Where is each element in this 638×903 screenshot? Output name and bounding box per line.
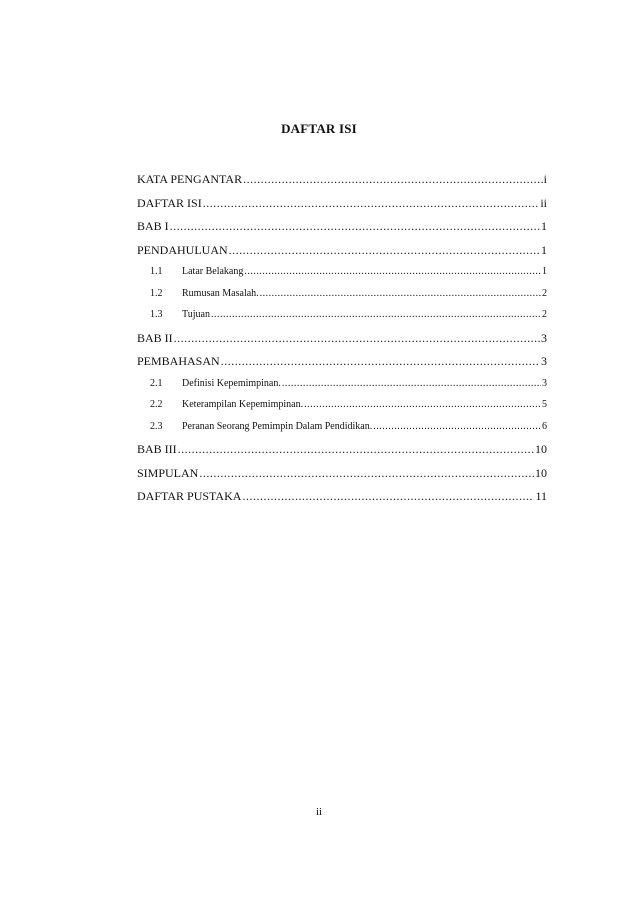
- toc-entry-label: BAB III: [137, 442, 177, 456]
- toc-subentry-1-1: [137, 266, 547, 288]
- toc-dot-leader: [260, 288, 541, 299]
- toc-dot-leader: [229, 243, 540, 258]
- toc-dot-leader: [174, 331, 540, 346]
- toc-entry-page: 11: [535, 489, 547, 503]
- page-title: DAFTAR ISI: [281, 121, 357, 136]
- toc-dot-leader: [243, 172, 543, 187]
- toc-entry-simpulan: [137, 466, 547, 490]
- toc-dot-leader: [244, 266, 541, 277]
- toc-entry-label: BAB I: [137, 219, 169, 233]
- toc-entry-bab-ii: [137, 331, 547, 355]
- toc-dot-leader: [304, 399, 541, 410]
- toc-entry-label: DAFTAR ISI: [137, 195, 202, 210]
- toc-subentry-page: 1: [542, 266, 547, 277]
- toc-entry-page: 10: [535, 465, 547, 480]
- toc-entry-page: ii: [540, 195, 547, 210]
- toc-entry-pendahuluan: [137, 243, 547, 267]
- toc-entry-label: KATA PENGANTAR: [137, 172, 243, 186]
- toc-subentry-number: 2.2: [150, 399, 163, 410]
- toc-entry-label: SIMPULAN: [137, 465, 199, 480]
- toc-dot-leader: [282, 378, 541, 389]
- toc-dot-leader: [211, 309, 541, 320]
- page-number: ii: [315, 806, 323, 818]
- toc-subentry-2-1: [137, 378, 547, 400]
- toc-dot-leader: [199, 466, 534, 481]
- toc-entry-page: 3: [541, 330, 547, 345]
- toc-subentry-page: 2: [542, 309, 547, 320]
- toc-dot-leader: [373, 421, 541, 432]
- toc-dot-leader: [170, 219, 540, 234]
- toc-subentry-page: 3: [542, 377, 547, 389]
- toc-subentry-page: 5: [542, 399, 547, 410]
- toc-entry-label: PEMBAHASAN: [137, 354, 220, 368]
- toc-subentry-page: 6: [542, 420, 547, 432]
- toc-subentry-1-2: [137, 288, 547, 310]
- toc-entry-daftar-pustaka: [137, 489, 547, 513]
- toc-entry-label: BAB II: [137, 330, 173, 345]
- toc-subentry-1-3: [137, 309, 547, 331]
- toc-subentry-label: Keterampilan Kepemimpinan.: [182, 399, 304, 410]
- toc-subentry-label: Tujuan: [182, 309, 210, 320]
- toc-dot-leader: [242, 489, 534, 504]
- toc-subentry-page: 2: [542, 287, 547, 299]
- toc-dot-leader: [221, 354, 540, 369]
- toc-entry-label: DAFTAR PUSTAKA: [137, 489, 242, 503]
- toc-entry-page: 1: [541, 219, 547, 233]
- toc-subentry-number: 1.1: [150, 266, 163, 277]
- toc-entry-page: 1: [541, 242, 547, 257]
- toc-subentry-number: 1.3: [150, 309, 163, 320]
- toc-entry-daftar-isi: [137, 196, 547, 220]
- toc-subentry-label: Latar Belakang: [182, 266, 244, 277]
- toc-entry-kata-pengantar: [137, 172, 547, 196]
- toc-entry-bab-iii: [137, 442, 547, 466]
- toc-subentry-2-3: [137, 421, 547, 443]
- table-of-contents: [137, 172, 547, 513]
- toc-dot-leader: [178, 442, 534, 457]
- toc-entry-page: 10: [535, 442, 547, 456]
- toc-subentry-number: 1.2: [150, 287, 163, 299]
- toc-entry-page: i: [543, 172, 547, 186]
- toc-subentry-number: 2.3: [150, 420, 163, 432]
- toc-subentry-label: Definisi Kepemimpinan.: [182, 377, 281, 389]
- toc-subentry-label: Peranan Seorang Pemimpin Dalam Pendidikan.: [182, 420, 373, 432]
- toc-dot-leader: [203, 196, 540, 211]
- toc-entry-page: 3: [541, 354, 547, 368]
- toc-entry-label: PENDAHULUAN: [137, 242, 228, 257]
- toc-subentry-label: Rumusan Masalah.: [182, 287, 259, 299]
- toc-entry-bab-i: [137, 219, 547, 243]
- toc-subentry-2-2: [137, 399, 547, 421]
- toc-entry-pembahasan: [137, 354, 547, 378]
- toc-subentry-number: 2.1: [150, 377, 163, 389]
